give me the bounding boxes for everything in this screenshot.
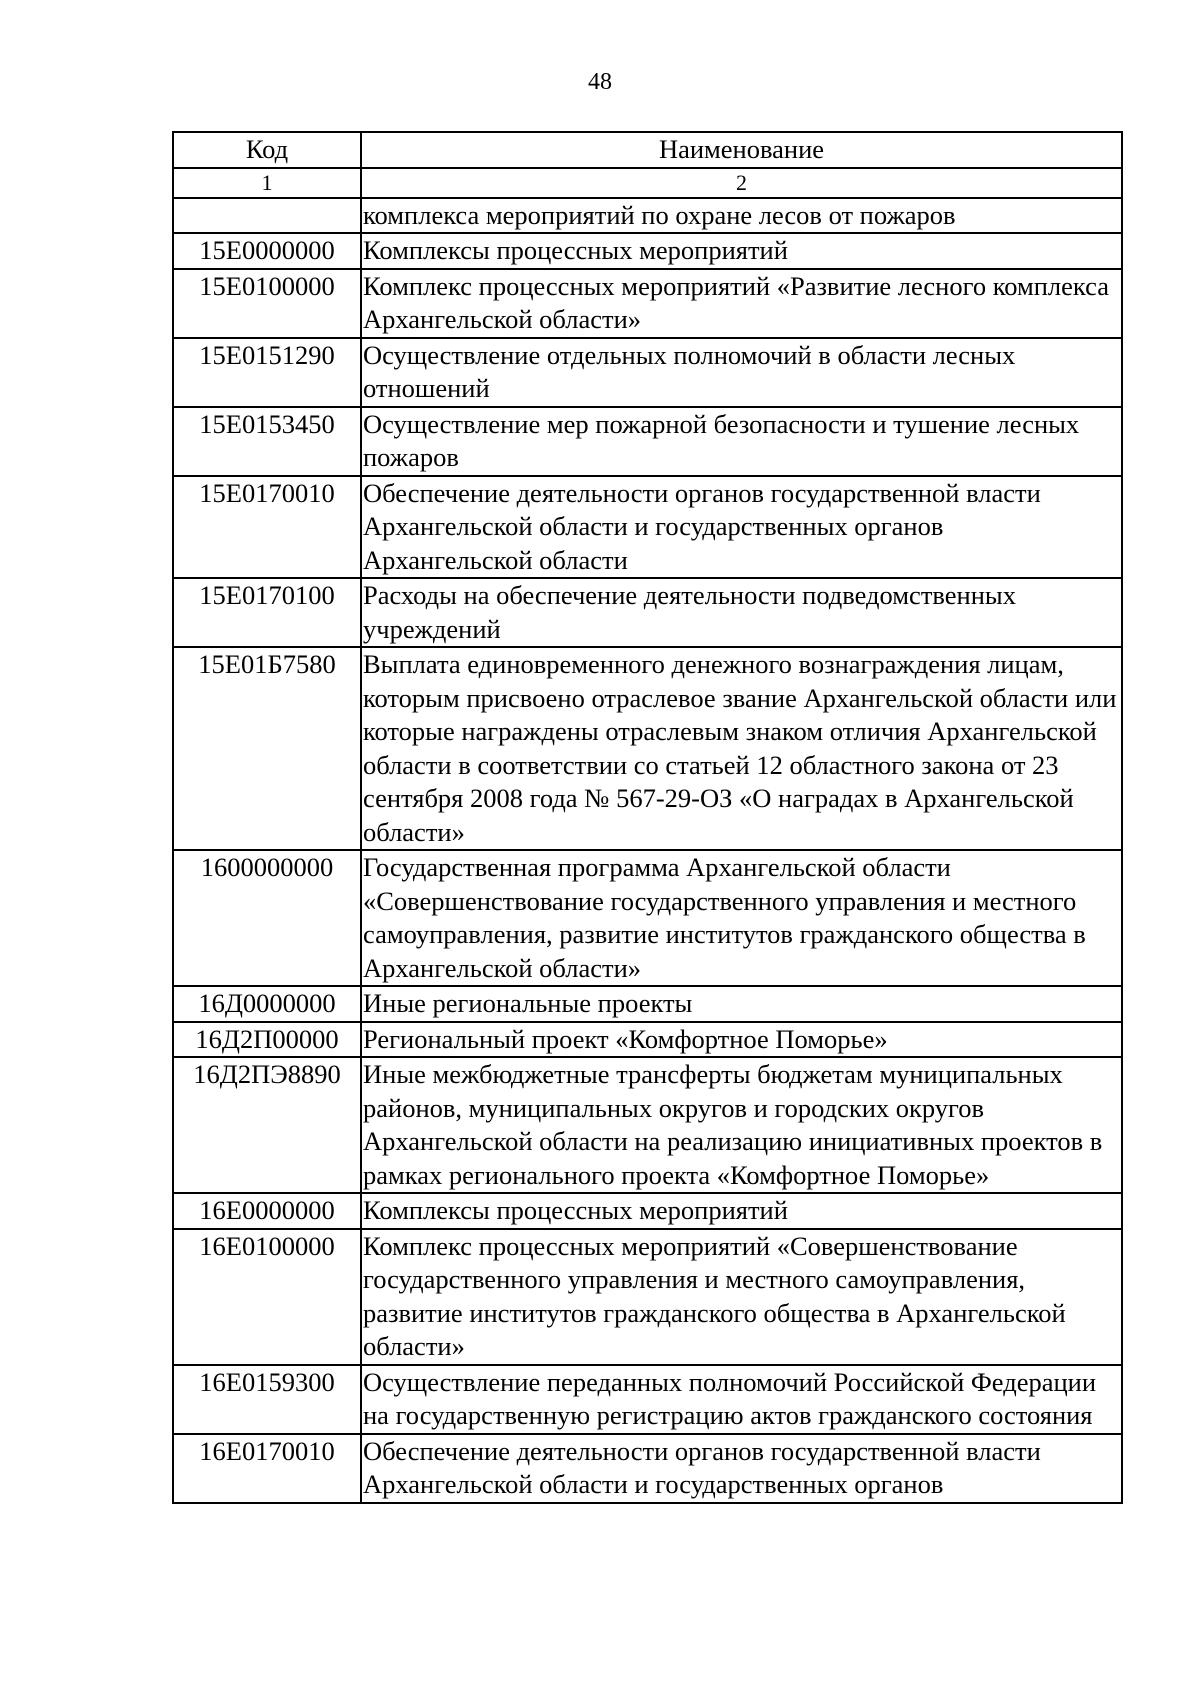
table-row	[173, 1434, 1122, 1503]
table-row	[173, 407, 1122, 476]
column-number-row	[173, 168, 1122, 198]
row-name: Выплата единовременного денежного вознаграждения лицам, которым присвоено отраслевое звание Архангельской области или которые награждены отраслевым знаком отличия Архангельской области в соответствии со статьей 12 областного закона от 23 сентября 2008 года № 567-29-ОЗ «О наградах в Архангельской области»	[361, 647, 1122, 850]
row-code: 16Д0000000	[173, 986, 361, 1022]
table-row	[173, 233, 1122, 269]
row-code: 16Е0159300	[173, 1365, 361, 1434]
table-row	[173, 1193, 1122, 1229]
row-code: 16Е0170010	[173, 1434, 361, 1503]
header-code: Код	[173, 132, 361, 168]
table-row	[173, 850, 1122, 986]
row-code: 15Е0170010	[173, 476, 361, 579]
row-code: 1600000000	[173, 850, 361, 986]
row-name: Иные межбюджетные трансферты бюджетам муниципальных районов, муниципальных округов и городских округов Архангельской области на реализацию инициативных проектов в рамках регионального проекта «Комфортное Поморье»	[361, 1057, 1122, 1193]
table-row	[173, 1022, 1122, 1058]
row-code: 15Е01Б7580	[173, 647, 361, 850]
row-code: 15Е0170100	[173, 578, 361, 647]
column-number-code: 1	[173, 168, 361, 198]
row-code: 16Д2П00000	[173, 1022, 361, 1058]
table-row	[173, 1057, 1122, 1193]
budget-codes-table	[172, 131, 1123, 1504]
table-row	[173, 1365, 1122, 1434]
table-row	[173, 269, 1122, 338]
row-name: Комплексы процессных мероприятий	[361, 233, 1122, 269]
row-name: Обеспечение деятельности органов государственной власти Архангельской области и государственных органов Архангельской области	[361, 476, 1122, 579]
table-row	[173, 986, 1122, 1022]
row-code: 16Е0000000	[173, 1193, 361, 1229]
row-code: 15Е0000000	[173, 233, 361, 269]
table-row	[173, 578, 1122, 647]
row-code: 15Е0153450	[173, 407, 361, 476]
row-name: Обеспечение деятельности органов государственной власти Архангельской области и государственных органов	[361, 1434, 1122, 1503]
column-number-name: 2	[361, 168, 1122, 198]
table-row	[173, 647, 1122, 850]
row-name: Осуществление переданных полномочий Российской Федерации на государственную регистрацию актов гражданского состояния	[361, 1365, 1122, 1434]
page-number: 48	[588, 69, 612, 95]
row-name: Региональный проект «Комфортное Поморье»	[361, 1022, 1122, 1058]
table-row	[173, 198, 1122, 234]
table-header-row	[173, 132, 1122, 168]
row-code: 16Д2ПЭ8890	[173, 1057, 361, 1193]
row-name: Комплекс процессных мероприятий «Совершенствование государственного управления и местного самоуправления, развитие институтов гражданского общества в Архангельской области»	[361, 1229, 1122, 1365]
row-name: Расходы на обеспечение деятельности подведомственных учреждений	[361, 578, 1122, 647]
row-name: Государственная программа Архангельской области «Совершенствование государственного управления и местного самоуправления, развитие институтов гражданского общества в Архангельской области»	[361, 850, 1122, 986]
row-name: комплекса мероприятий по охране лесов от пожаров	[361, 198, 1122, 234]
row-name: Осуществление отдельных полномочий в области лесных отношений	[361, 338, 1122, 407]
row-name: Осуществление мер пожарной безопасности и тушение лесных пожаров	[361, 407, 1122, 476]
row-code	[173, 198, 361, 234]
table-row	[173, 476, 1122, 579]
row-code: 16Е0100000	[173, 1229, 361, 1365]
table-row	[173, 1229, 1122, 1365]
row-code: 15Е0151290	[173, 338, 361, 407]
table-row	[173, 338, 1122, 407]
row-name: Комплекс процессных мероприятий «Развитие лесного комплекса Архангельской области»	[361, 269, 1122, 338]
row-name: Комплексы процессных мероприятий	[361, 1193, 1122, 1229]
header-name: Наименование	[361, 132, 1122, 168]
row-name: Иные региональные проекты	[361, 986, 1122, 1022]
row-code: 15Е0100000	[173, 269, 361, 338]
